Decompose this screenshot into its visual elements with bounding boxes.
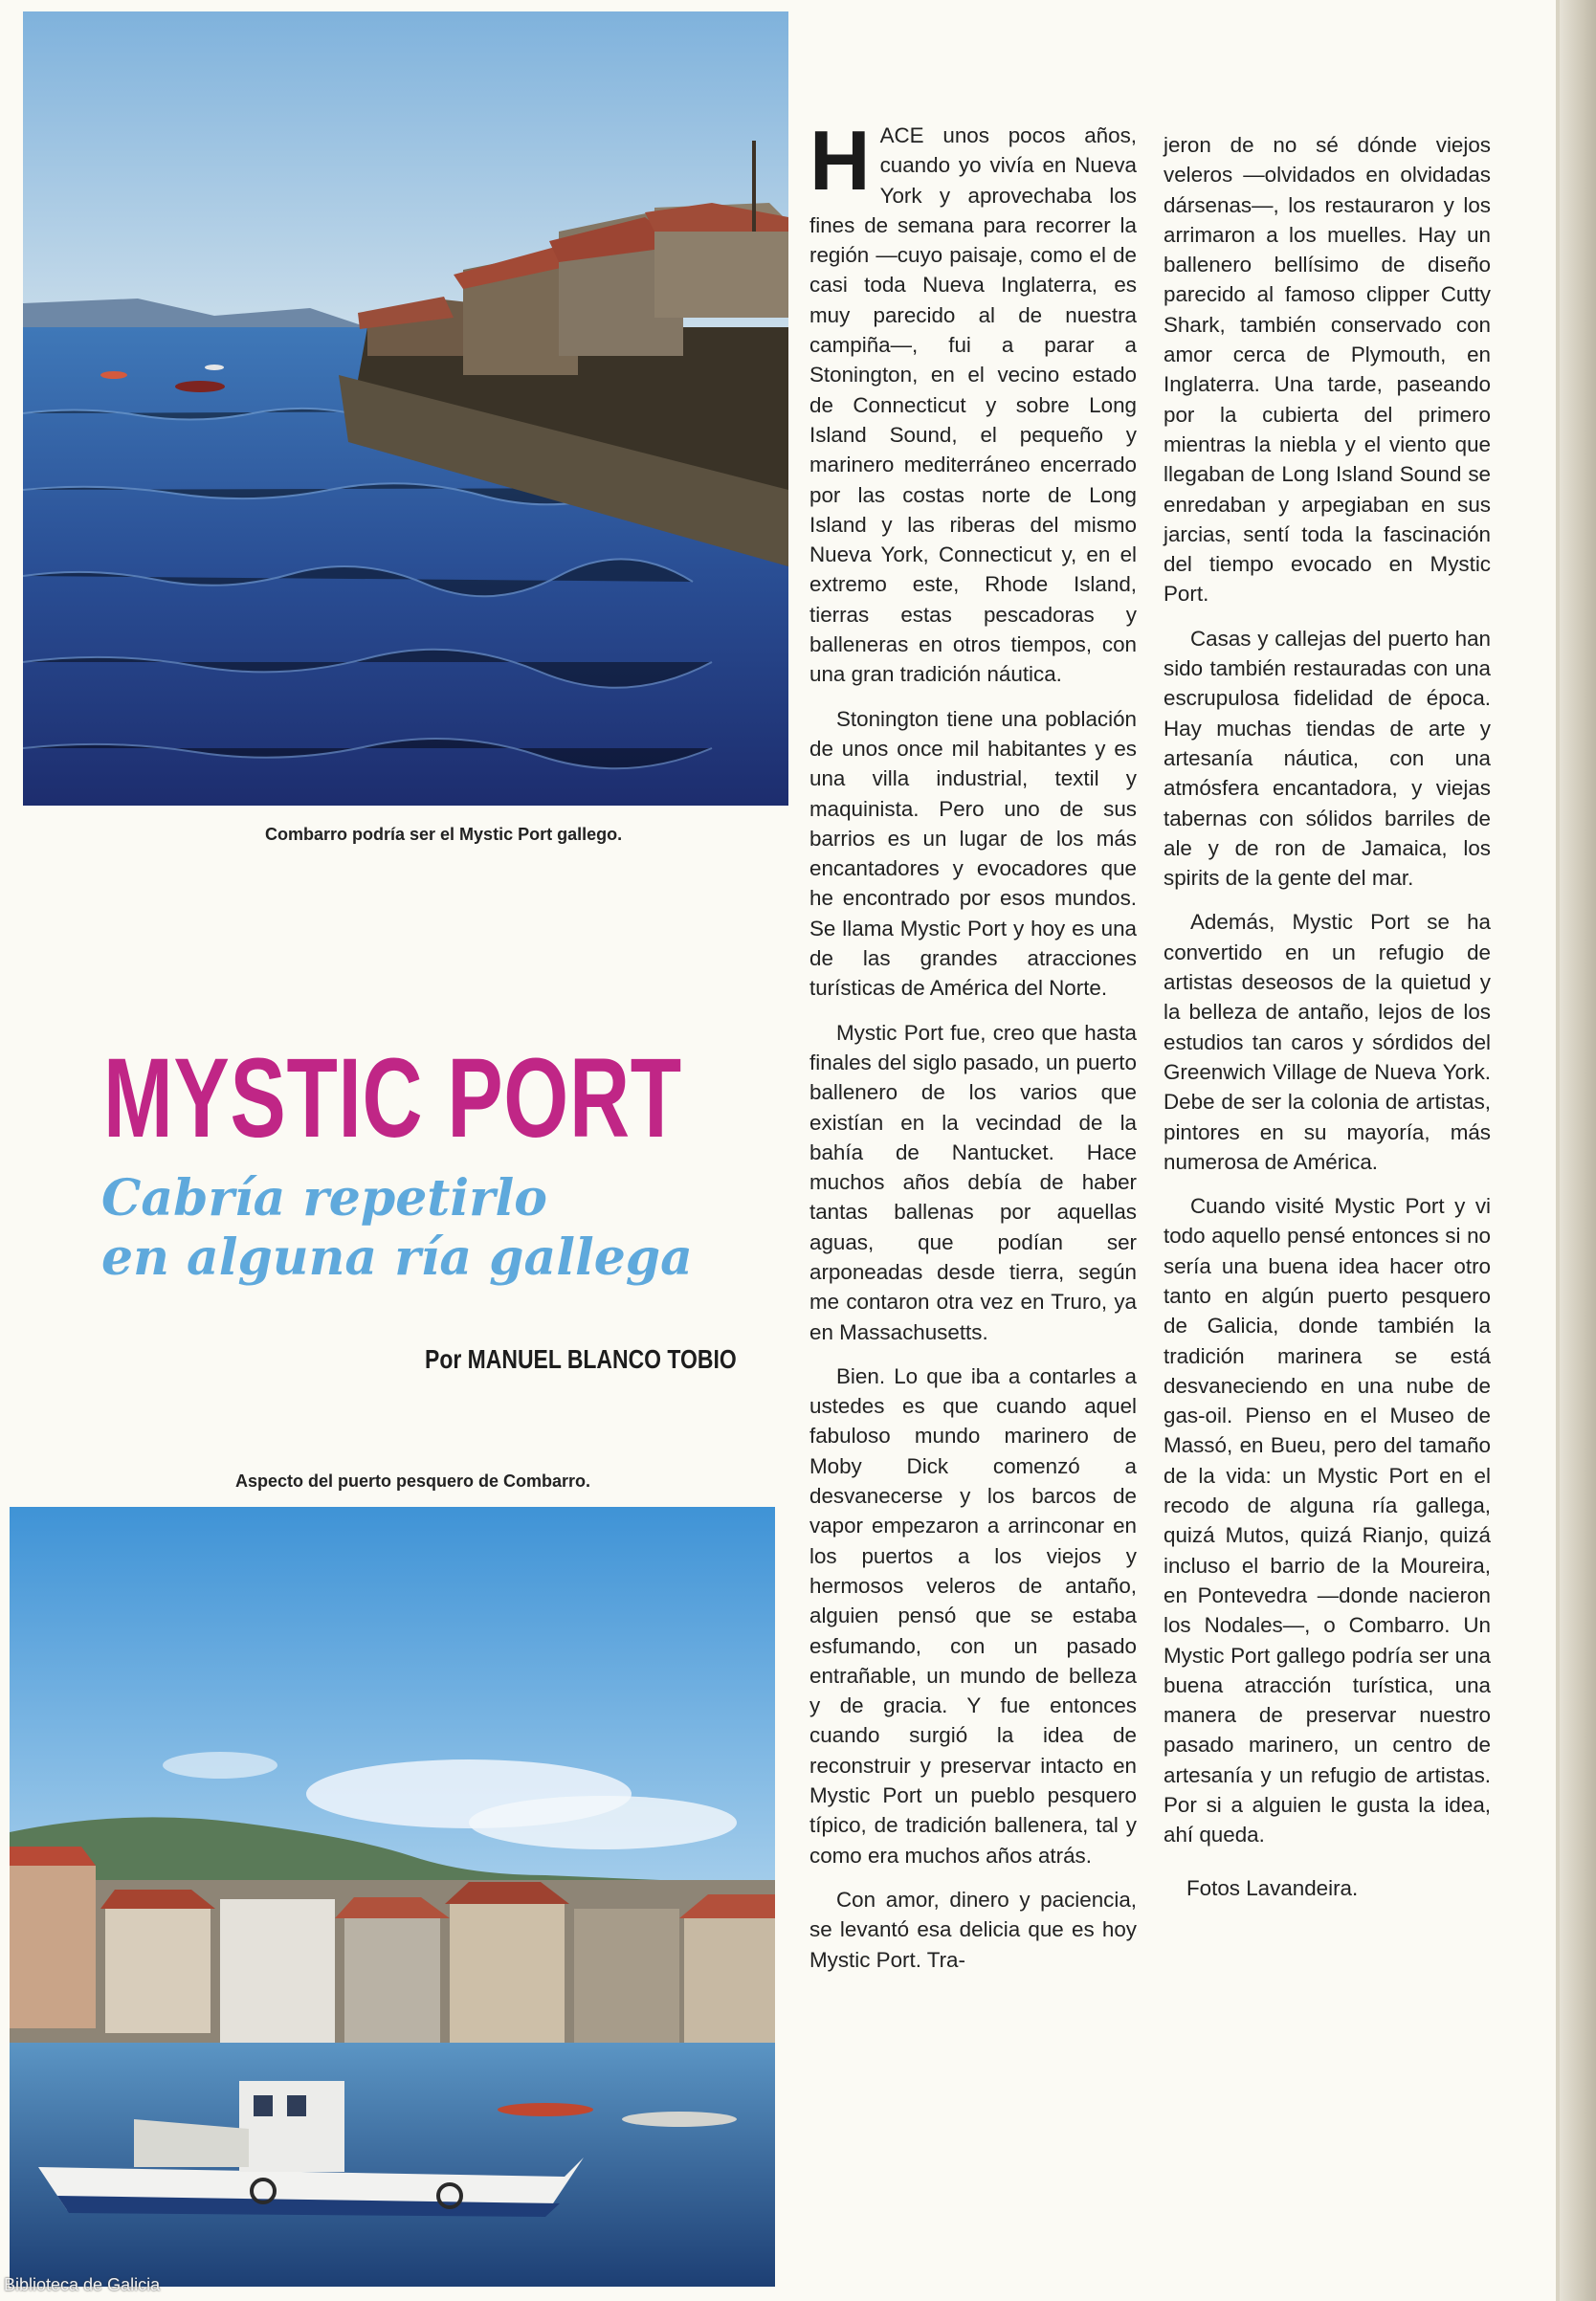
paragraph: Además, Mystic Port se ha convertido en un refugio de artistas deseosos de la quietud y la belleza de antaño, lejos de los estudios tan caros y sórdidos del Greenwich Village de Nueva York. Debe de ser la colonia de artistas, pintores en su mayoría, más numerosa de América. xyxy=(1164,910,1491,1174)
paragraph: Mystic Port fue, creo que hasta finales del siglo pasado, un puerto ballenero de los varios que existían en la vecindad de la bahía de Nantucket. Hace muchos años debía de haber tantas ballenas por aquellas aguas, que podían ser arponeadas desde tierra, según me contaron otra vez en Truro, ya en Massachusetts. xyxy=(809,1020,1137,1344)
article-column-1 xyxy=(809,113,1137,1989)
photo-combarro-seafront xyxy=(23,11,788,806)
article-column-2 xyxy=(1164,130,1491,1917)
subtitle xyxy=(101,1169,790,1288)
drop-cap: H xyxy=(809,113,871,208)
caption-bottom-photo: Aspecto del puerto pesquero de Combarro. xyxy=(235,1471,591,1491)
page-title: MYSTIC PORT xyxy=(103,1035,682,1162)
subtitle-line-2: en alguna ría gallega xyxy=(101,1228,693,1287)
paragraph: jeron de no sé dónde viejos veleros —olvidados en olvidadas dársenas—, los restauraron y los arrimaron a los muelles. Hay un ballenero bellísimo de diseño parecido al famoso clipper Cutty Shark, también conservado con amor cerca de Plymouth, en Inglaterra. Una tarde, paseando por la cubierta del primero mientras la niebla y el viento que llegaban de Long Island Sound se enredaban y arpegiaban en sus jarcias, sentí toda la fascinación del tiempo evocado en Mystic Port. xyxy=(1164,133,1491,607)
caption-top-photo: Combarro podría ser el Mystic Port gallego. xyxy=(265,825,623,844)
paragraph: Bien. Lo que iba a contarles a ustedes es que cuando aquel fabuloso mundo marinero de Moby Dick comenzó a desvanecerse y los barcos de vapor empezaron a arrinconar en los puertos a los viejos y hermosos veleros de antaño, alguien pensó que se estaba esfumando, con un pasado entrañable, un mundo de belleza y de gracia. Y fue entonces cuando surgió la idea de reconstruir y preservar intacto en Mystic Port un pueblo pesquero típico, de tradición ballenera, tal y como era muchos años atrás. xyxy=(809,1363,1137,1868)
paragraph: Casas y callejas del puerto han sido también restauradas con una escrupulosa fidelidad de época. Hay muchas tiendas de arte y artesanía náutica, con una atmósfera encantadora, y viejas tabernas con sólidos barriles de ale y de ron de Jamaica, los spirits de la gente del mar. xyxy=(1164,626,1491,891)
paragraph: Stonington tiene una población de unos once mil habitantes y es una villa industrial, textil y maquinista. Pero uno de sus barrios es un lugar de los más encantadores y evocadores que he encontrado por esos mundos. Se llama Mystic Port y hoy es una de las grandes atracciones turísticas de América del Norte. xyxy=(809,706,1137,1001)
paragraph: Cuando visité Mystic Port y vi todo aquello pensé entonces si no sería una buena idea hacer otro tanto en algún puerto pesquero de Galicia, donde también la tradición marinera se está desvaneciendo en una nube de gas-oil. Pienso en el Museo de Massó, en Bueu, pero del tamaño de la vida: un Mystic Port en el recodo de alguna ría gallega, quizá Mutos, quizá Rianjo, quizá incluso el barrio de la Moureira, en Pontevedra —donde nacieron los Nodales—, o Combarro. Un Mystic Port gallego podría ser una buena atracción turística, una manera de preservar nuestro pasado marinero, un centro de artesanía y un refugio de artistas. Por si a alguien le gusta la idea, ahí queda. xyxy=(1164,1194,1491,1847)
byline: Por MANUEL BLANCO TOBIO xyxy=(425,1344,737,1374)
photo-credit: Fotos Lavandeira. xyxy=(1186,1875,1359,1900)
subtitle-line-1: Cabría repetirlo xyxy=(101,1169,547,1228)
paragraph: Con amor, dinero y paciencia, se levantó esa delicia que es hoy Mystic Port. Tra- xyxy=(809,1887,1137,1972)
library-watermark: Biblioteca de Galicia xyxy=(4,2275,161,2294)
paragraph: HACE unos pocos años, cuando yo vivía en Nueva York y aprovechaba los fines de semana para recorrer la región —cuyo paisaje, como el de casi toda Nueva Inglaterra, es muy parecido al de nuestra campiña—, fui a parar a Stonington, en el vecino estado de Connecticut y sobre Long Island Sound, el pequeño y marinero mediterráneo encerrado por las costas norte de Long Island y las riberas del mismo Nueva York, Connecticut y, en el extremo este, Rhode Island, tierras estas pescadoras y balleneras en otros tiempos, con una gran tradición náutica. xyxy=(809,113,1137,687)
page-edge xyxy=(1560,0,1596,2301)
photo-combarro-harbour xyxy=(10,1507,775,2287)
